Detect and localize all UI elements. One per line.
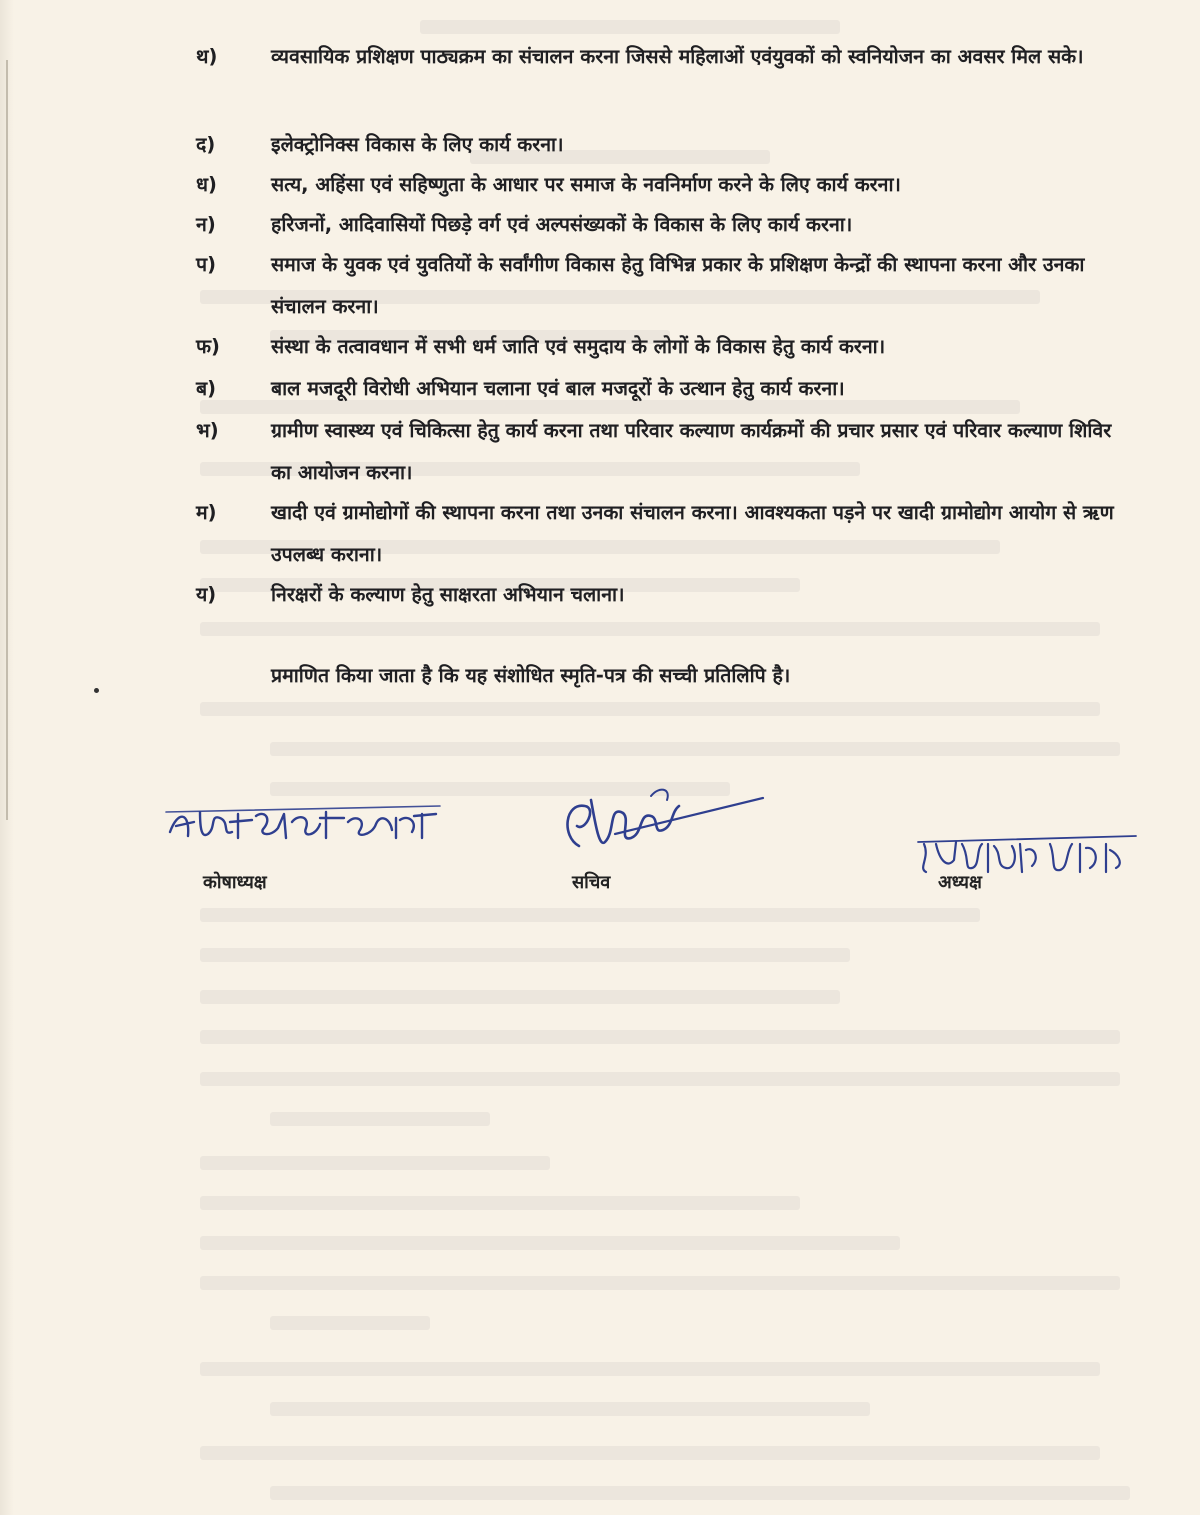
president-label: अध्यक्ष bbox=[938, 872, 982, 893]
objective-item-pa bbox=[196, 244, 1126, 328]
item-text: निरक्षरों के कल्याण हेतु साक्षरता अभियान चलाना। bbox=[271, 583, 625, 606]
item-text: ग्रामीण स्वास्थ्य एवं चिकित्सा हेतु कार्य करना तथा परिवार कल्याण कार्यक्रमों की प्रचार प्रसार एवं परिवार कल्याण शिविर का आयोजन करना। bbox=[271, 419, 1112, 484]
objective-item-dha bbox=[196, 164, 1126, 206]
objective-item-tha bbox=[196, 36, 1126, 78]
item-text: संस्था के तत्वावधान में सभी धर्म जाति एवं समुदाय के लोगों के विकास हेतु कार्य करना। bbox=[271, 335, 886, 358]
item-text: खादी एवं ग्रामोद्योगों की स्थापना करना तथा उनका संचालन करना। आवश्यकता पड़ने पर खादी ग्रामोद्योग आयोग से ऋण उपलब्ध कराना। bbox=[271, 501, 1114, 566]
item-text: बाल मजदूरी विरोधी अभियान चलाना एवं बाल मजदूरों के उत्थान हेतु कार्य करना। bbox=[271, 377, 845, 400]
certification-statement: प्रमाणित किया जाता है कि यह संशोधित स्मृति-पत्र की सच्ची प्रतिलिपि है। bbox=[271, 664, 791, 687]
secretary-label: सचिव bbox=[572, 872, 611, 893]
item-text: इलेक्ट्रोनिक्स विकास के लिए कार्य करना। bbox=[271, 133, 564, 156]
paper-fold bbox=[6, 60, 8, 820]
objective-item-na bbox=[196, 204, 1126, 246]
item-marker: न) bbox=[196, 213, 216, 236]
item-marker: ब) bbox=[196, 377, 217, 400]
item-text: हरिजनों, आदिवासियों पिछड़े वर्ग एवं अल्पसंख्यकों के विकास के लिए कार्य करना। bbox=[271, 213, 853, 236]
item-marker: ध) bbox=[196, 173, 217, 196]
treasurer-signature bbox=[160, 792, 480, 862]
ink-speck bbox=[94, 688, 99, 693]
item-text: व्यवसायिक प्रशिक्षण पाठ्यक्रम का संचालन करना जिससे महिलाओं एवंयुवकों को स्वनियोजन का अवसर मिल सके। bbox=[271, 45, 1084, 68]
objective-item-pha bbox=[196, 326, 1126, 368]
item-marker: भ) bbox=[196, 419, 219, 442]
item-marker: म) bbox=[196, 501, 217, 524]
item-marker: द) bbox=[196, 133, 216, 156]
objective-item-ma bbox=[196, 492, 1126, 576]
item-text: सत्य, अहिंसा एवं सहिष्णुता के आधार पर समाज के नवनिर्माण करने के लिए कार्य करना। bbox=[271, 173, 901, 196]
item-marker: थ) bbox=[196, 45, 218, 68]
objective-item-ya bbox=[196, 574, 1126, 616]
objective-item-ba bbox=[196, 368, 1126, 410]
item-marker: प) bbox=[196, 253, 216, 276]
item-marker: य) bbox=[196, 583, 217, 606]
treasurer-label: कोषाध्यक्ष bbox=[203, 872, 267, 893]
secretary-signature bbox=[555, 772, 775, 862]
item-text: समाज के युवक एवं युवतियों के सर्वांगीण विकास हेतु विभिन्न प्रकार के प्रशिक्षण केन्द्रों की स्थापना करना और उनका संचालन करना। bbox=[271, 253, 1085, 318]
objective-item-bha bbox=[196, 410, 1126, 494]
item-marker: फ) bbox=[196, 335, 220, 358]
objective-item-da bbox=[196, 124, 1126, 166]
